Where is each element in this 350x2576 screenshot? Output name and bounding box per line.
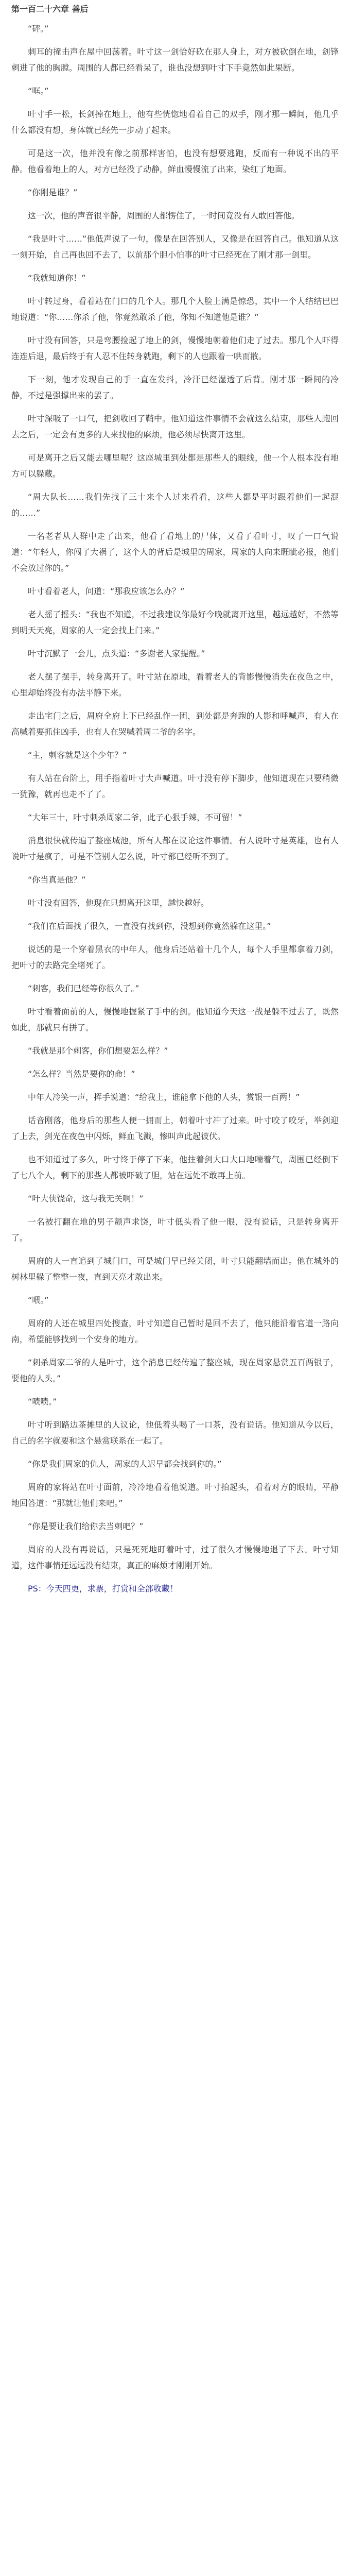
paragraph: 也不知道过了多久，叶寸终于停了下来，他拄着剑大口大口地喘着气，周围已经倒下了七八个人，剩下的那些人都被吓破了胆，站在远处不敢再上前。 — [11, 1155, 339, 1180]
paragraph: 刺耳的撞击声在屋中回荡着。叶寸这一剑恰好砍在那人身上，对方被砍倒在地，剑锋刺进了他的胸膛。周围的人都已经看呆了，谁也没想到叶寸下手竟然如此果断。 — [11, 47, 339, 73]
paragraph: 周府的人一直追到了城门口，可是城门早已经关闭，叶寸只能翻墙而出。他在城外的树林里躲了整整一夜，直到天亮才敢出来。 — [11, 1256, 339, 1282]
paragraph: 老人摆了摆手，转身离开了。叶寸站在原地，看着老人的背影慢慢消失在夜色之中，心里却始终没有办法平静下来。 — [11, 672, 339, 698]
paragraph: “哐。” — [28, 86, 49, 96]
chapter-body — [11, 21, 339, 1573]
paragraph: 周府的人没有再说话，只是死死地盯着叶寸，过了很久才慢慢地退了下去。叶寸知道，这件事情还远远没有结束，真正的麻烦才刚刚开始。 — [11, 1545, 339, 1570]
paragraph: “刺杀周家二爷的人是叶寸，这个消息已经传遍了整座城，现在周家悬赏五百两银子，要他的人头。” — [11, 1358, 339, 1383]
paragraph: 叶寸转过身，看着站在门口的几个人。那几个人脸上满是惊恐，其中一个人结结巴巴地说道：“你……你杀了他，你竟然敢杀了他，你知不知道他是谁？” — [11, 296, 339, 322]
paragraph: 老人摇了摇头：“我也不知道，不过我建议你最好今晚就离开这里，越远越好，不然等到明天天亮，周家的人一定会找上门来。” — [11, 609, 339, 635]
paragraph: “我是叶寸……”他低声说了一句，像是在回答别人，又像是在回答自己。他知道从这一刻开始，自己再也回不去了，以前那个胆小怕事的叶寸已经死在了刚才那一剑里。 — [11, 234, 339, 260]
paragraph: 叶寸手一松，长剑掉在地上，他有些恍惚地看着自己的双手，刚才那一瞬间，他几乎什么都没有想，身体就已经先一步动了起来。 — [11, 109, 339, 135]
paragraph: “你当真是他？” — [28, 875, 86, 885]
paragraph: “周大队长……我们先找了三十来个人过来看看，这些人都是平时跟着他们一起混的……” — [11, 492, 339, 518]
paragraph: 可是离开之后又能去哪里呢？这座城里到处都是那些人的眼线，他一个人根本没有地方可以躲藏。 — [11, 453, 339, 479]
paragraph: “我就知道你！” — [28, 273, 86, 283]
paragraph: 一名被打翻在地的男子颤声求饶，叶寸低头看了他一眼，没有说话，只是转身离开了。 — [11, 1217, 339, 1243]
author-note: PS：今天四更，求票，打赏和全部收藏！ — [28, 1584, 178, 1594]
paragraph: 叶寸看着老人，问道：“那我应该怎么办？” — [28, 586, 185, 596]
paragraph: 可是这一次，他并没有像之前那样害怕，也没有想要逃跑，反而有一种说不出的平静。他看着地上的人，对方已经没了动静，鲜血慢慢流了出来，染红了地面。 — [11, 148, 339, 174]
paragraph: “主，刺客就是这个少年？” — [28, 750, 127, 760]
paragraph: 叶寸没有回答，他现在只想离开这里，越快越好。 — [28, 898, 209, 908]
paragraph: “我们在后面找了很久，一直没有找到你，没想到你竟然躲在这里。” — [28, 921, 271, 931]
paragraph: “怎么样？当然是要你的命！” — [28, 1069, 135, 1079]
paragraph: 消息很快就传遍了整座城池，所有人都在议论这件事情。有人说叶寸是英雄，也有人说叶寸是疯子，可是不管别人怎么说，叶寸都已经听不到了。 — [11, 836, 339, 861]
paragraph: “砰。” — [28, 24, 49, 33]
paragraph: 周府的人还在城里四处搜查，叶寸知道自己暂时是回不去了，他只能沿着官道一路向南，希望能够找到一个安身的地方。 — [11, 1318, 339, 1344]
paragraph: 话音刚落，他身后的那些人便一拥而上，朝着叶寸冲了过来。叶寸咬了咬牙，举剑迎了上去，剑光在夜色中闪烁，鲜血飞溅，惨叫声此起彼伏。 — [11, 1115, 339, 1141]
paragraph: 有人站在台阶上，用手指着叶寸大声喊道。叶寸没有停下脚步，他知道现在只要稍微一犹豫，就再也走不了了。 — [11, 773, 339, 799]
paragraph: “你刚是谁？” — [28, 188, 78, 197]
paragraph: 这一次，他的声音很平静，周围的人都愣住了，一时间竟没有人敢回答他。 — [28, 211, 300, 221]
paragraph: 一名老者从人群中走了出来，他看了看地上的尸体，又看了看叶寸，叹了一口气说道：“年轻人，你闯了大祸了，这个人的背后是城里的周家，周家的人向来睚眦必报，他们不会放过你的。” — [11, 531, 339, 573]
paragraph: 叶寸听到路边茶摊里的人议论，他低着头喝了一口茶，没有说话。他知道从今以后，自己的名字就要和这个悬赏联系在一起了。 — [11, 1420, 339, 1446]
paragraph: 说话的是一个穿着黑衣的中年人，他身后还站着十几个人，每个人手里都拿着刀剑，把叶寸的去路完全堵死了。 — [11, 944, 339, 970]
paragraph: “叶大侠饶命，这与我无关啊！” — [28, 1194, 144, 1204]
paragraph: 走出宅门之后，周府全府上下已经乱作一团，到处都是奔跑的人影和呼喊声，有人在高喊着要抓住凶手，也有人在哭喊着周二爷的名字。 — [11, 711, 339, 737]
paragraph: 中年人冷笑一声，挥手说道：“给我上，谁能拿下他的人头，赏银一百两！” — [28, 1092, 300, 1102]
paragraph: 叶寸看着面前的人，慢慢地握紧了手中的剑。他知道今天这一战是躲不过去了，既然如此，那就只有拼了。 — [11, 1007, 339, 1032]
paragraph: “你是我们周家的仇人，周家的人迟早都会找到你的。” — [28, 1459, 222, 1469]
paragraph: “我就是那个刺客，你们想要怎么样？” — [28, 1046, 168, 1056]
paragraph: “喂。” — [28, 1295, 49, 1305]
paragraph: 叶寸深吸了一口气，把剑收回了鞘中。他知道这件事情不会就这么结束，那些人跑回去之后，一定会有更多的人来找他的麻烦，他必须尽快离开这里。 — [11, 414, 339, 439]
paragraph: “大年三十，叶寸刺杀周家二爷，此子心狠手辣，不可留！” — [28, 812, 242, 822]
paragraph: “你是要让我们给你去当刺吧？” — [28, 1521, 144, 1531]
paragraph: 叶寸没有回答，只是弯腰捡起了地上的剑，慢慢地朝着他们走了过去。那几个人吓得连连后退，最后终于有人忍不住转身就跑，剩下的人也跟着一哄而散。 — [11, 335, 339, 361]
paragraph: 周府的家将站在叶寸面前，冷冷地看着他说道。叶寸抬起头，看着对方的眼睛，平静地回答道：“那就让他们来吧。” — [11, 1482, 339, 1508]
paragraph: “刺客，我们已经等你很久了。” — [28, 984, 139, 993]
paragraph: “啧啧。” — [28, 1397, 57, 1406]
paragraph: 下一刻，他才发现自己的手一直在发抖，冷汗已经湿透了后背。刚才那一瞬间的冷静，不过是强撑出来的罢了。 — [11, 375, 339, 400]
chapter-title: 第一百二十六章 善后 — [11, 4, 89, 14]
paragraph: 叶寸沉默了一会儿，点头道：“多谢老人家提醒。” — [28, 649, 205, 658]
